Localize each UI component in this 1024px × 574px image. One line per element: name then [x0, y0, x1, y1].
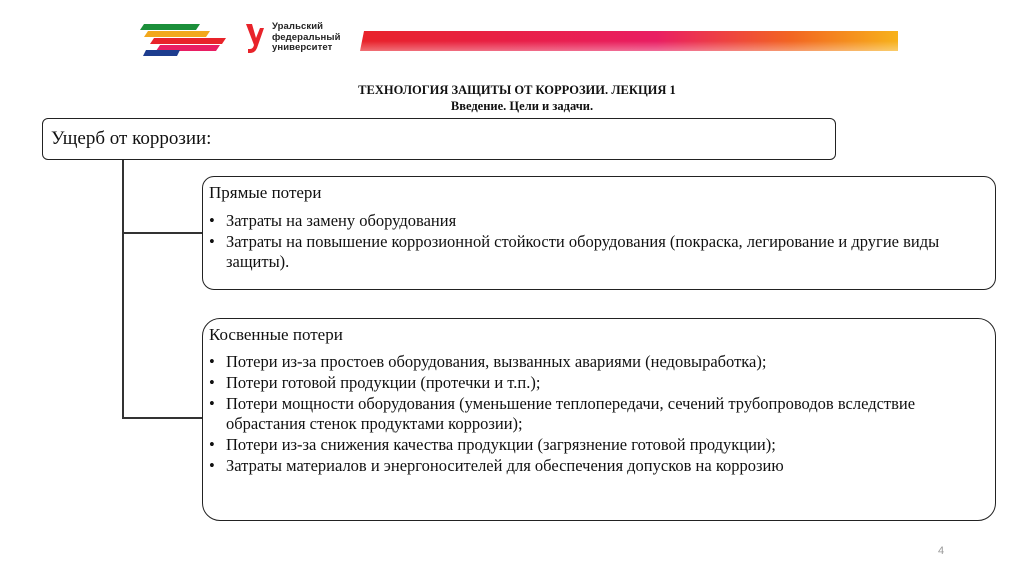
bullet-icon: • [209, 211, 215, 230]
slide-title [0, 82, 1024, 114]
direct-losses-box [202, 176, 996, 290]
corrosion-damage-box [42, 118, 836, 160]
university-name [272, 22, 341, 54]
bullet-icon: • [209, 373, 215, 392]
list-item: • Потери из-за простоев оборудования, вызванных авариями (недовыработка); [209, 352, 767, 371]
corrosion-damage-label: Ущерб от коррозии: [51, 128, 212, 149]
list-item: • Потери из-за снижения качества продукции (загрязнение готовой продукции); [209, 435, 776, 454]
logo-stripes-graphic [140, 22, 226, 56]
bullet-icon: • [209, 394, 215, 413]
bullet-icon: • [209, 352, 215, 371]
bullet-icon: • [209, 232, 215, 251]
direct-losses-list [209, 211, 975, 273]
university-name-line-3: университет [272, 42, 333, 53]
university-name-line-1: Уральский [272, 21, 324, 32]
header-gradient-bar [360, 31, 898, 51]
list-item: • Затраты на повышение коррозионной стойкости оборудования (покраска, легирование и другие виды защиты). [209, 232, 940, 271]
page-number: 4 [938, 545, 945, 557]
urfu-logo-icon [244, 22, 266, 54]
slide-title-line-2: Введение. Цели и задачи. [450, 99, 594, 113]
university-name-line-2: федеральный [272, 31, 341, 43]
bullet-icon: • [209, 435, 215, 454]
list-item: • Затраты на замену оборудования [209, 211, 457, 230]
bullet-icon: • [209, 456, 215, 475]
list-item: • Потери мощности оборудования (уменьшение теплопередачи, сечений трубопроводов вследствие обрастания стенок продуктами коррозии); [209, 394, 916, 433]
indirect-losses-list [209, 352, 975, 477]
indirect-losses-box [202, 318, 996, 521]
connector-to-direct [122, 232, 203, 234]
list-item: • Затраты материалов и энергоносителей для обеспечения допусков на коррозию [209, 456, 784, 475]
connector-vertical [122, 160, 124, 418]
connector-to-indirect [122, 417, 203, 419]
indirect-losses-heading: Косвенные потери [209, 325, 343, 344]
direct-losses-heading: Прямые потери [209, 183, 322, 202]
list-item: • Потери готовой продукции (протечки и т.п.); [209, 373, 541, 392]
slide-title-line-1: ТЕХНОЛОГИЯ ЗАЩИТЫ ОТ КОРРОЗИИ. ЛЕКЦИЯ 1 [358, 83, 676, 97]
